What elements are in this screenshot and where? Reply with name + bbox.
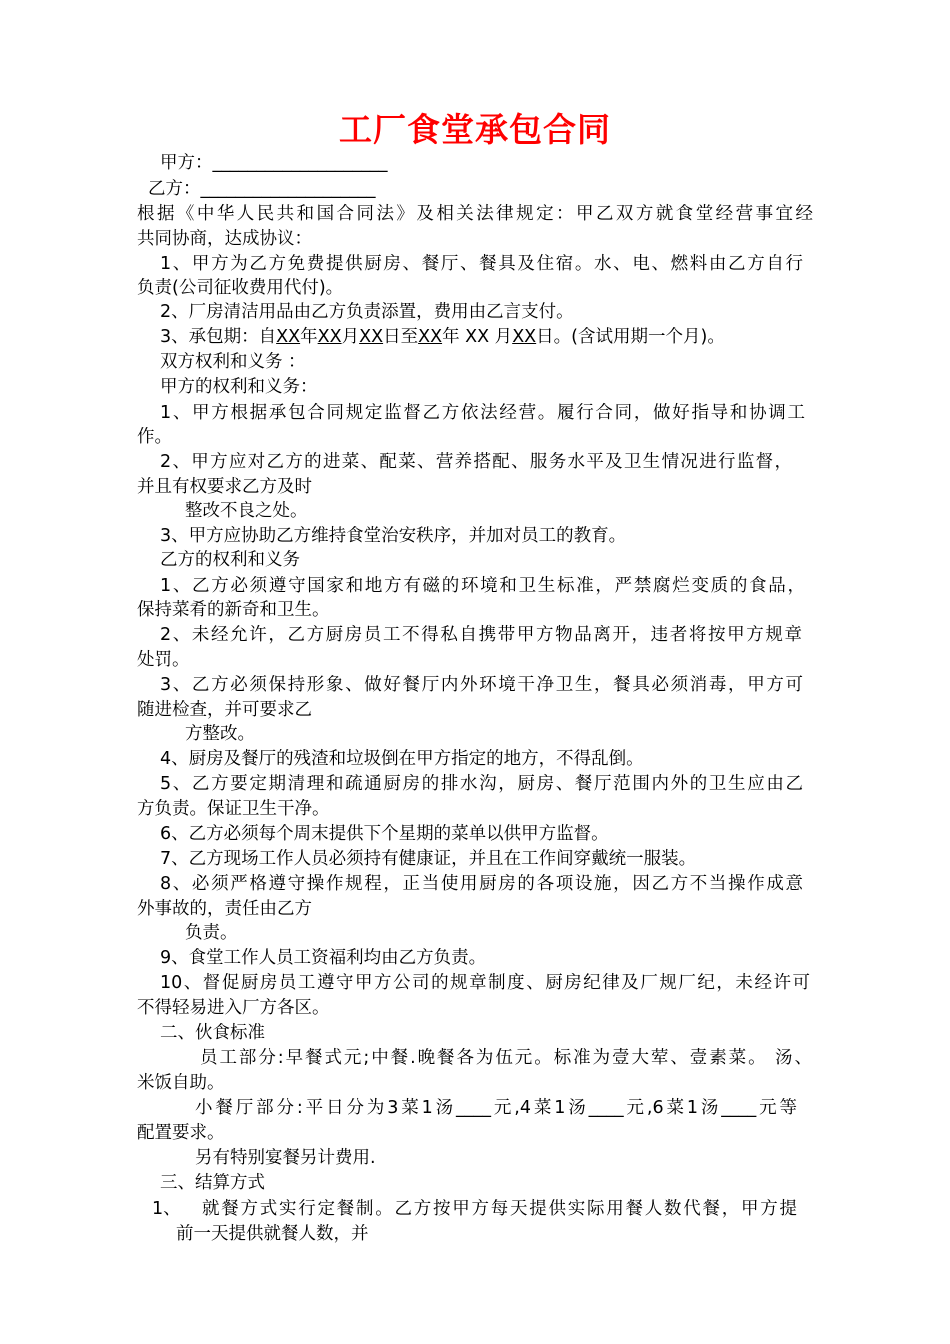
b-item-2-line-1: 2、未经允许，乙方厨房员工不得私自携带甲方物品离开，违者将按甲方规章: [160, 625, 802, 645]
b-item-8-line-3: 负责。: [185, 923, 238, 943]
clause-2: 2、厂房清洁用品由乙方负责添置，费用由乙言支付。: [160, 302, 574, 322]
a-item-2-line-3: 整改不良之处。: [185, 501, 308, 521]
party-a-rights-heading: 甲方的权利和义务：: [160, 377, 318, 397]
section-2-heading: 二、伙食标准: [160, 1023, 265, 1043]
staff-meal-line-1: 员工部分:早餐式元;中餐.晚餐各为伍元。标准为壹大荤、壹素菜。 汤、: [200, 1048, 812, 1068]
s3-item-1-number: 1、: [152, 1199, 181, 1219]
b-item-6: 6、乙方必须每个周末提供下个星期的菜单以供甲方监督。: [160, 824, 609, 844]
rights-heading: 双方权利和义务 ：: [160, 352, 306, 372]
b-item-3-line-3: 方整改。: [185, 724, 255, 744]
document-title: 工厂食堂承包合同: [339, 110, 611, 149]
b-item-7: 7、乙方现场工作人员必须持有健康证，并且在工作间穿戴统一服装。: [160, 849, 697, 869]
b-item-5-line-2: 方负责。保证卫生干净。: [137, 799, 330, 819]
banquet-note: 另有特别宴餐另计费用.: [195, 1148, 376, 1168]
clause-1-line-2: 负责(公司征收费用代付)。: [137, 278, 344, 298]
section-3-heading: 三、结算方式: [160, 1173, 265, 1193]
b-item-8-line-1: 8、必须严格遵守操作规程，正当使用厨房的各项设施，因乙方不当操作成意: [160, 874, 803, 894]
s3-item-1-line-1: 就餐方式实行定餐制。乙方按甲方每天提供实际用餐人数代餐，甲方提: [202, 1199, 797, 1219]
party-b-line: 乙方：____________________: [148, 179, 376, 199]
b-item-1-line-2: 保持菜肴的新奇和卫生。: [137, 600, 330, 620]
clause-3-term: 3、承包期：自XX年XX月XX日至XX年 XX 月XX日。(含试用期一个月)。: [160, 327, 725, 347]
party-b-rights-heading: 乙方的权利和义务: [160, 550, 300, 570]
preamble-line-2: 共同协商，达成协议：: [137, 229, 312, 249]
b-item-3-line-1: 3、乙方必须保持形象、做好餐厅内外环境干净卫生，餐具必须消毒，甲方可: [160, 675, 803, 695]
a-item-2-line-1: 2、甲方应对乙方的进菜、配菜、营养搭配、服务水平及卫生情况进行监督，: [160, 452, 792, 472]
small-dining-line-2: 配置要求。: [137, 1123, 225, 1143]
staff-meal-line-2: 米饭自助。: [137, 1073, 225, 1093]
clause-1-line-1: 1、甲方为乙方免费提供厨房、餐厅、餐具及住宿。水、电、燃料由乙方自行: [160, 254, 803, 274]
preamble-line-1: 根据《中华人民共和国合同法》及相关法律规定：甲乙双方就食堂经营事宜经: [137, 204, 813, 224]
b-item-8-line-2: 外事故的，责任由乙方: [137, 899, 312, 919]
b-item-10-line-2: 不得轻易进入厂方各区。: [137, 998, 330, 1018]
a-item-1-line-1: 1、甲方根据承包合同规定监督乙方依法经营。履行合同，做好指导和协调工: [160, 403, 805, 423]
b-item-3-line-2: 随进检查，并可要求乙: [137, 700, 312, 720]
s3-item-1-line-2: 前一天提供就餐人数，并: [176, 1224, 369, 1244]
a-item-3: 3、甲方应协助乙方维持食堂治安秩序，并加对员工的教育。: [160, 526, 627, 546]
b-item-9: 9、食堂工作人员工资福利均由乙方负责。: [160, 948, 487, 968]
a-item-2-line-2: 并且有权要求乙方及时: [137, 477, 312, 497]
b-item-4: 4、厨房及餐厅的残渣和垃圾倒在甲方指定的地方，不得乱倒。: [160, 749, 644, 769]
b-item-1-line-1: 1、乙方必须遵守国家和地方有磁的环境和卫生标准，严禁腐烂变质的食品，: [160, 576, 805, 596]
b-item-2-line-2: 处罚。: [137, 650, 190, 670]
b-item-10-line-1: 10、督促厨房员工遵守甲方公司的规章制度、厨房纪律及厂规厂纪，未经许可: [160, 973, 810, 993]
b-item-5-line-1: 5、乙方要定期清理和疏通厨房的排水沟，厨房、餐厅范围内外的卫生应由乙: [160, 774, 803, 794]
party-a-line: 甲方：____________________: [160, 153, 388, 173]
small-dining-line-1: 小餐厅部分:平日分为3菜1汤____元,4菜1汤____元,6菜1汤____元等: [195, 1098, 797, 1118]
a-item-1-line-2: 作。: [137, 427, 172, 447]
